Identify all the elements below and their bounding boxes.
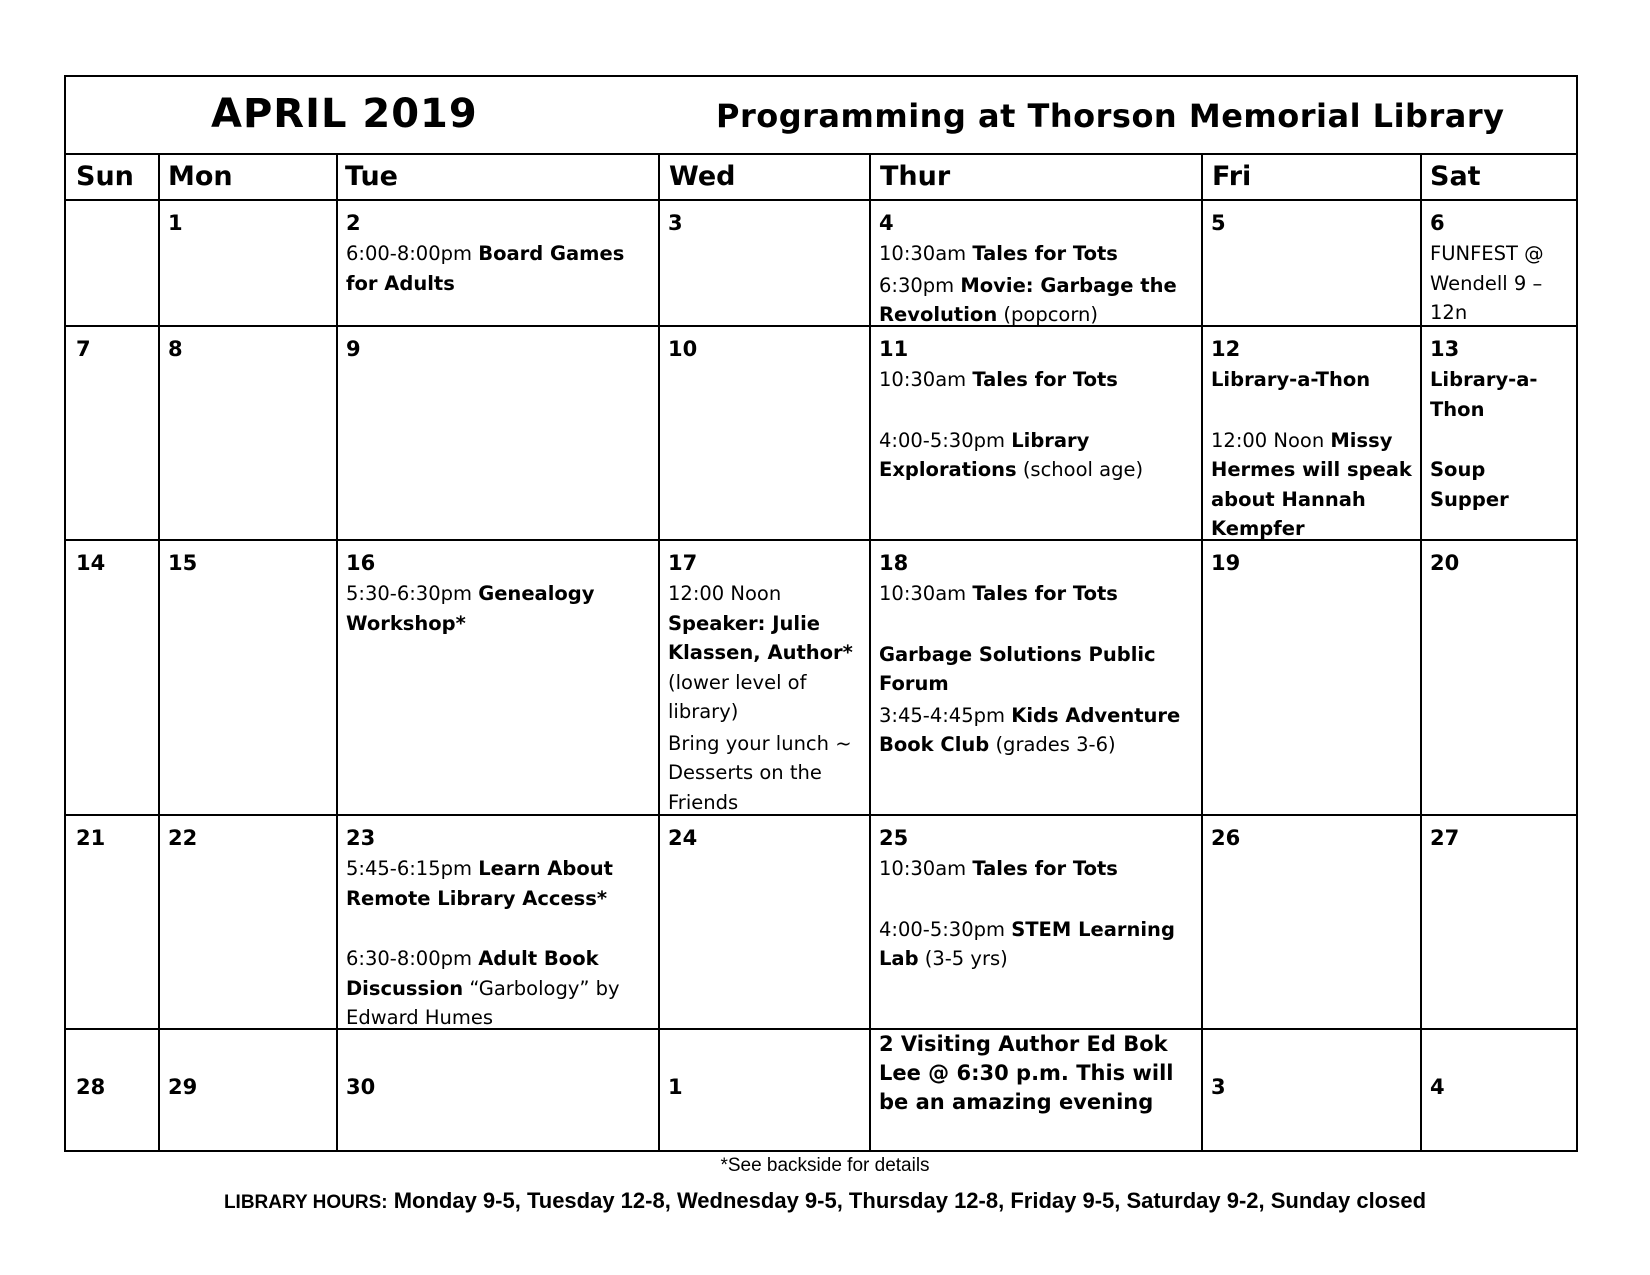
calendar-day-cell: [1203, 1030, 1420, 1152]
day-number: 26: [1211, 826, 1241, 850]
day-number: 4: [1430, 1075, 1445, 1099]
event-note: (lower level of library): [668, 670, 807, 723]
calendar-title: APRIL 2019: [211, 91, 478, 137]
event-name: STEM Learning Lab: [879, 917, 1175, 970]
day-number: 10: [668, 337, 698, 361]
event-name: Adult Book Discussion: [346, 947, 599, 1000]
event-spacer: [879, 395, 1193, 424]
event-time: 10:30am: [879, 368, 967, 391]
event-name: Missy Hermes will speak about Hannah Kempfer: [1211, 428, 1412, 539]
event-name: Soup Supper: [1430, 458, 1509, 511]
calendar-event: [346, 579, 650, 638]
event-spacer: [346, 913, 650, 942]
library-hours: [0, 1188, 1650, 1214]
event-time: 6:30pm: [879, 273, 955, 297]
day-number: 25: [879, 826, 909, 850]
event-name: Speaker: Julie Klassen, Author*: [668, 611, 853, 664]
event-note: FUNFEST @ Wendell 9 – 12n: [1430, 242, 1544, 324]
calendar-day-cell: [660, 201, 869, 325]
calendar-day-cell: [338, 327, 658, 539]
day-number: 18: [879, 551, 909, 575]
calendar-event: [346, 944, 650, 1028]
calendar-event: [879, 640, 1193, 699]
day-number: 27: [1430, 826, 1460, 850]
calendar-day-cell: [660, 1030, 869, 1152]
event-note: (school age): [1022, 458, 1144, 481]
calendar-subtitle: Programming at Thorson Memorial Library: [716, 97, 1505, 135]
day-number: 29: [168, 1075, 198, 1099]
calendar-day-cell: [660, 816, 869, 1028]
event-time: 12:00 Noon: [1211, 428, 1325, 452]
calendar-day-cell: [338, 201, 658, 325]
calendar: [64, 75, 1578, 1152]
event-name: Tales for Tots: [972, 368, 1118, 391]
calendar-day-cell: [338, 816, 658, 1028]
calendar-day-cell: [871, 327, 1201, 539]
day-number: 2: [346, 211, 361, 235]
calendar-day-cell: [660, 327, 869, 539]
calendar-day-cell: [871, 201, 1201, 325]
day-number: 22: [168, 826, 198, 850]
event-name: Learn About Remote Library Access*: [346, 857, 613, 910]
day-number: 4: [879, 211, 894, 235]
event-time: 10:30am: [879, 242, 967, 265]
calendar-event: [879, 579, 1193, 609]
calendar-event: [1211, 426, 1412, 540]
library-hours-label: LIBRARY HOURS:: [223, 1192, 388, 1213]
day-number: 12: [1211, 337, 1241, 361]
calendar-event: [879, 701, 1193, 760]
calendar-day-cell: [1203, 327, 1420, 539]
day-header-sun: Sun: [76, 161, 134, 192]
event-name: Kids Adventure Book Club: [879, 703, 1181, 756]
event-note: (3-5 yrs): [924, 947, 1008, 970]
calendar-day-cell: [1422, 201, 1578, 325]
calendar-day-cell: [1203, 541, 1420, 814]
day-number: 23: [346, 826, 376, 850]
calendar-event: [879, 271, 1193, 326]
day-number: 15: [168, 551, 198, 575]
event-time: 5:30-6:30pm: [346, 582, 472, 605]
day-number: 9: [346, 337, 361, 361]
calendar-day-cell: [68, 201, 158, 325]
calendar-day-cell: [68, 327, 158, 539]
calendar-event: [346, 854, 650, 913]
calendar-day-cell: [1422, 1030, 1578, 1152]
day-header-mon: Mon: [168, 161, 233, 192]
day-number: 19: [1211, 551, 1241, 575]
event-spacer: [879, 609, 1193, 638]
day-number: 30: [346, 1075, 376, 1099]
calendar-event: [879, 915, 1193, 974]
day-header-thur: Thur: [880, 161, 951, 192]
footnote: *See backside for details: [720, 1155, 930, 1176]
event-name: Garbage Solutions Public Forum: [879, 642, 1156, 695]
day-number: 14: [76, 551, 106, 575]
event-time: 5:45-6:15pm: [346, 857, 472, 880]
day-header-tue: Tue: [345, 161, 398, 192]
event-time: 3:45-4:45pm: [879, 703, 1005, 727]
day-number: 20: [1430, 551, 1460, 575]
day-number: 3: [668, 211, 683, 235]
calendar-event: [1430, 365, 1570, 424]
day-number: 7: [76, 337, 91, 361]
calendar-day-cell: [660, 541, 869, 814]
event-time: 6:00-8:00pm: [346, 242, 472, 265]
calendar-event: [879, 365, 1193, 395]
day-header-fri: Fri: [1212, 161, 1252, 192]
event-name: Genealogy Workshop*: [346, 582, 595, 635]
day-number: 28: [76, 1075, 106, 1099]
day-header-wed: Wed: [669, 161, 736, 192]
event-spacer: [1211, 395, 1412, 424]
calendar-day-cell: [338, 1030, 658, 1152]
event-spacer: [1430, 424, 1570, 453]
calendar-day-cell: [338, 541, 658, 814]
calendar-day-cell: [871, 541, 1201, 814]
event-name: Tales for Tots: [972, 857, 1118, 880]
calendar-event: [1211, 365, 1412, 395]
calendar-day-cell: [68, 541, 158, 814]
event-note: Bring your lunch ~ Desserts on the Friends: [668, 731, 852, 814]
day-number: 17: [668, 551, 698, 575]
calendar-day-cell: [1422, 541, 1578, 814]
calendar-day-cell: [1422, 816, 1578, 1028]
day-header-sat: Sat: [1430, 161, 1481, 192]
day-number: 16: [346, 551, 376, 575]
day-number: 13: [1430, 337, 1460, 361]
day-number: 1: [168, 211, 183, 235]
calendar-event: [346, 239, 650, 298]
calendar-event: [879, 239, 1193, 269]
calendar-day-cell: [160, 816, 336, 1028]
day-number: 3: [1211, 1075, 1226, 1099]
event-name: Tales for Tots: [972, 582, 1118, 605]
event-time: 10:30am: [879, 857, 967, 880]
calendar-event: [879, 426, 1193, 485]
calendar-day-cell: [1422, 327, 1578, 539]
event-name: Library-a-Thon: [1430, 368, 1538, 421]
day-number: 8: [168, 337, 183, 361]
event-note: (grades 3-6): [995, 733, 1116, 756]
calendar-title-bar: [66, 77, 1576, 155]
event-spacer: [879, 884, 1193, 913]
day-number: 2 Visiting Author Ed Bok Lee @ 6:30 p.m. This will be an amazing evening: [879, 1032, 1174, 1114]
calendar-day-cell: [160, 541, 336, 814]
library-hours-text: Monday 9-5, Tuesday 12-8, Wednesday 9-5, Thursday 12-8, Friday 9-5, Saturday 9-2, Sunday closed: [393, 1188, 1427, 1213]
day-number: 5: [1211, 211, 1226, 235]
event-name: Movie: Garbage the Revolution: [879, 273, 1177, 325]
day-number: 24: [668, 826, 698, 850]
event-name: Library Explorations: [879, 428, 1090, 481]
calendar-event: [668, 579, 861, 727]
calendar-day-cell: [68, 816, 158, 1028]
event-time: 10:30am: [879, 582, 967, 605]
calendar-day-cell: [871, 1030, 1201, 1152]
day-number: 11: [879, 337, 909, 361]
calendar-day-cell: [160, 327, 336, 539]
event-note: “Garbology” by Edward Humes: [346, 976, 620, 1028]
day-number: 6: [1430, 211, 1445, 235]
calendar-day-cell: [160, 1030, 336, 1152]
calendar-day-cell: [160, 201, 336, 325]
event-time: 4:00-5:30pm: [879, 428, 1005, 452]
event-time: 6:30-8:00pm: [346, 947, 472, 970]
event-time: 4:00-5:30pm: [879, 917, 1005, 941]
calendar-event: [879, 854, 1193, 884]
day-number: 21: [76, 826, 106, 850]
event-time: 12:00 Noon: [668, 582, 782, 605]
calendar-event: [1430, 455, 1570, 514]
event-name: Tales for Tots: [972, 242, 1118, 265]
calendar-event: [668, 729, 861, 815]
day-number: 1: [668, 1075, 683, 1099]
calendar-day-cell: [68, 1030, 158, 1152]
event-name: Library-a-Thon: [1211, 368, 1371, 391]
calendar-day-cell: [1203, 201, 1420, 325]
calendar-day-cell: [1203, 816, 1420, 1028]
calendar-event: [1430, 239, 1570, 325]
calendar-day-cell: [871, 816, 1201, 1028]
event-note: (popcorn): [1003, 303, 1098, 325]
event-name: Board Games for Adults: [346, 242, 625, 295]
